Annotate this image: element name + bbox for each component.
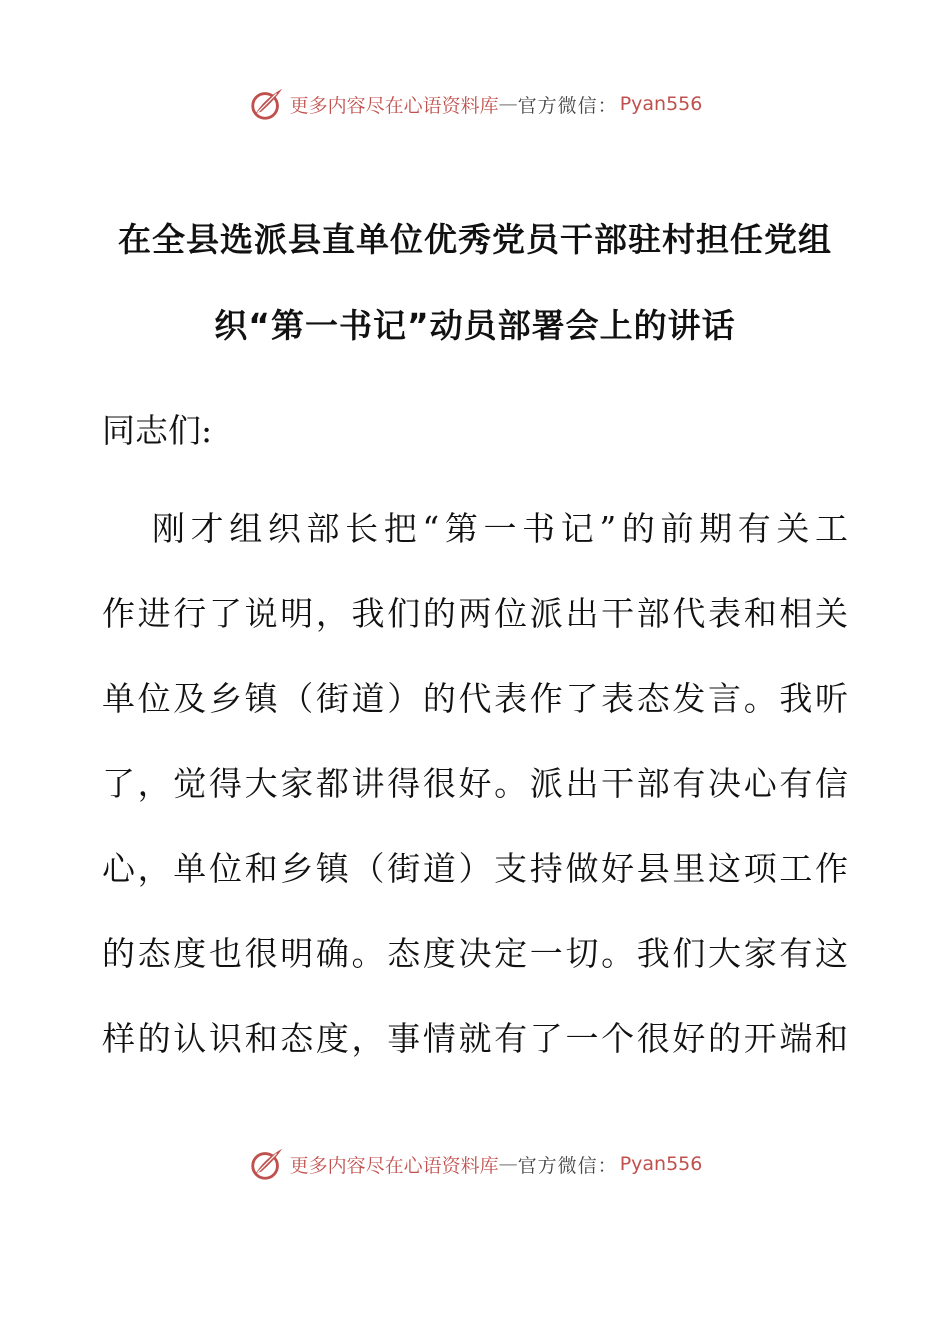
banner-wechat-id: Pyan556 [619, 1153, 703, 1175]
body-line: 了，觉得大家都讲得很好。派出干部有决心有信 [102, 764, 848, 803]
banner-brand-text: 更多内容尽在心语资料库 [289, 1154, 499, 1177]
banner-separator: — [498, 93, 518, 115]
body-line: 样的认识和态度，事情就有了一个很好的开端和 [102, 1019, 848, 1058]
banner-brand-text: 更多内容尽在心语资料库 [289, 94, 499, 117]
body-line: 单位及乡镇（街道）的代表作了表态发言。我听 [102, 679, 848, 718]
body-line: 心，单位和乡镇（街道）支持做好县里这项工作 [102, 849, 848, 888]
quill-pen-logo-icon [248, 85, 286, 123]
header-banner [0, 84, 950, 124]
quill-pen-logo-icon [248, 1145, 286, 1183]
document-title-line-1: 在全县选派县直单位优秀党员干部驻村担任党组 [118, 220, 832, 259]
salutation: 同志们: [102, 411, 213, 450]
document-title-line-2: 织“第一书记”动员部署会上的讲话 [214, 306, 736, 345]
banner-separator: — [498, 1153, 518, 1175]
banner-official-label: 官方微信： [517, 1154, 618, 1177]
banner-wechat-id: Pyan556 [619, 93, 703, 115]
body-line: 作进行了说明，我们的两位派出干部代表和相关 [102, 594, 848, 633]
body-line: 刚才组织部长把“第一书记”的前期有关工 [152, 509, 848, 548]
banner-official-label: 官方微信： [517, 94, 618, 117]
footer-banner [0, 1144, 950, 1184]
body-line: 的态度也很明确。态度决定一切。我们大家有这 [102, 934, 848, 973]
